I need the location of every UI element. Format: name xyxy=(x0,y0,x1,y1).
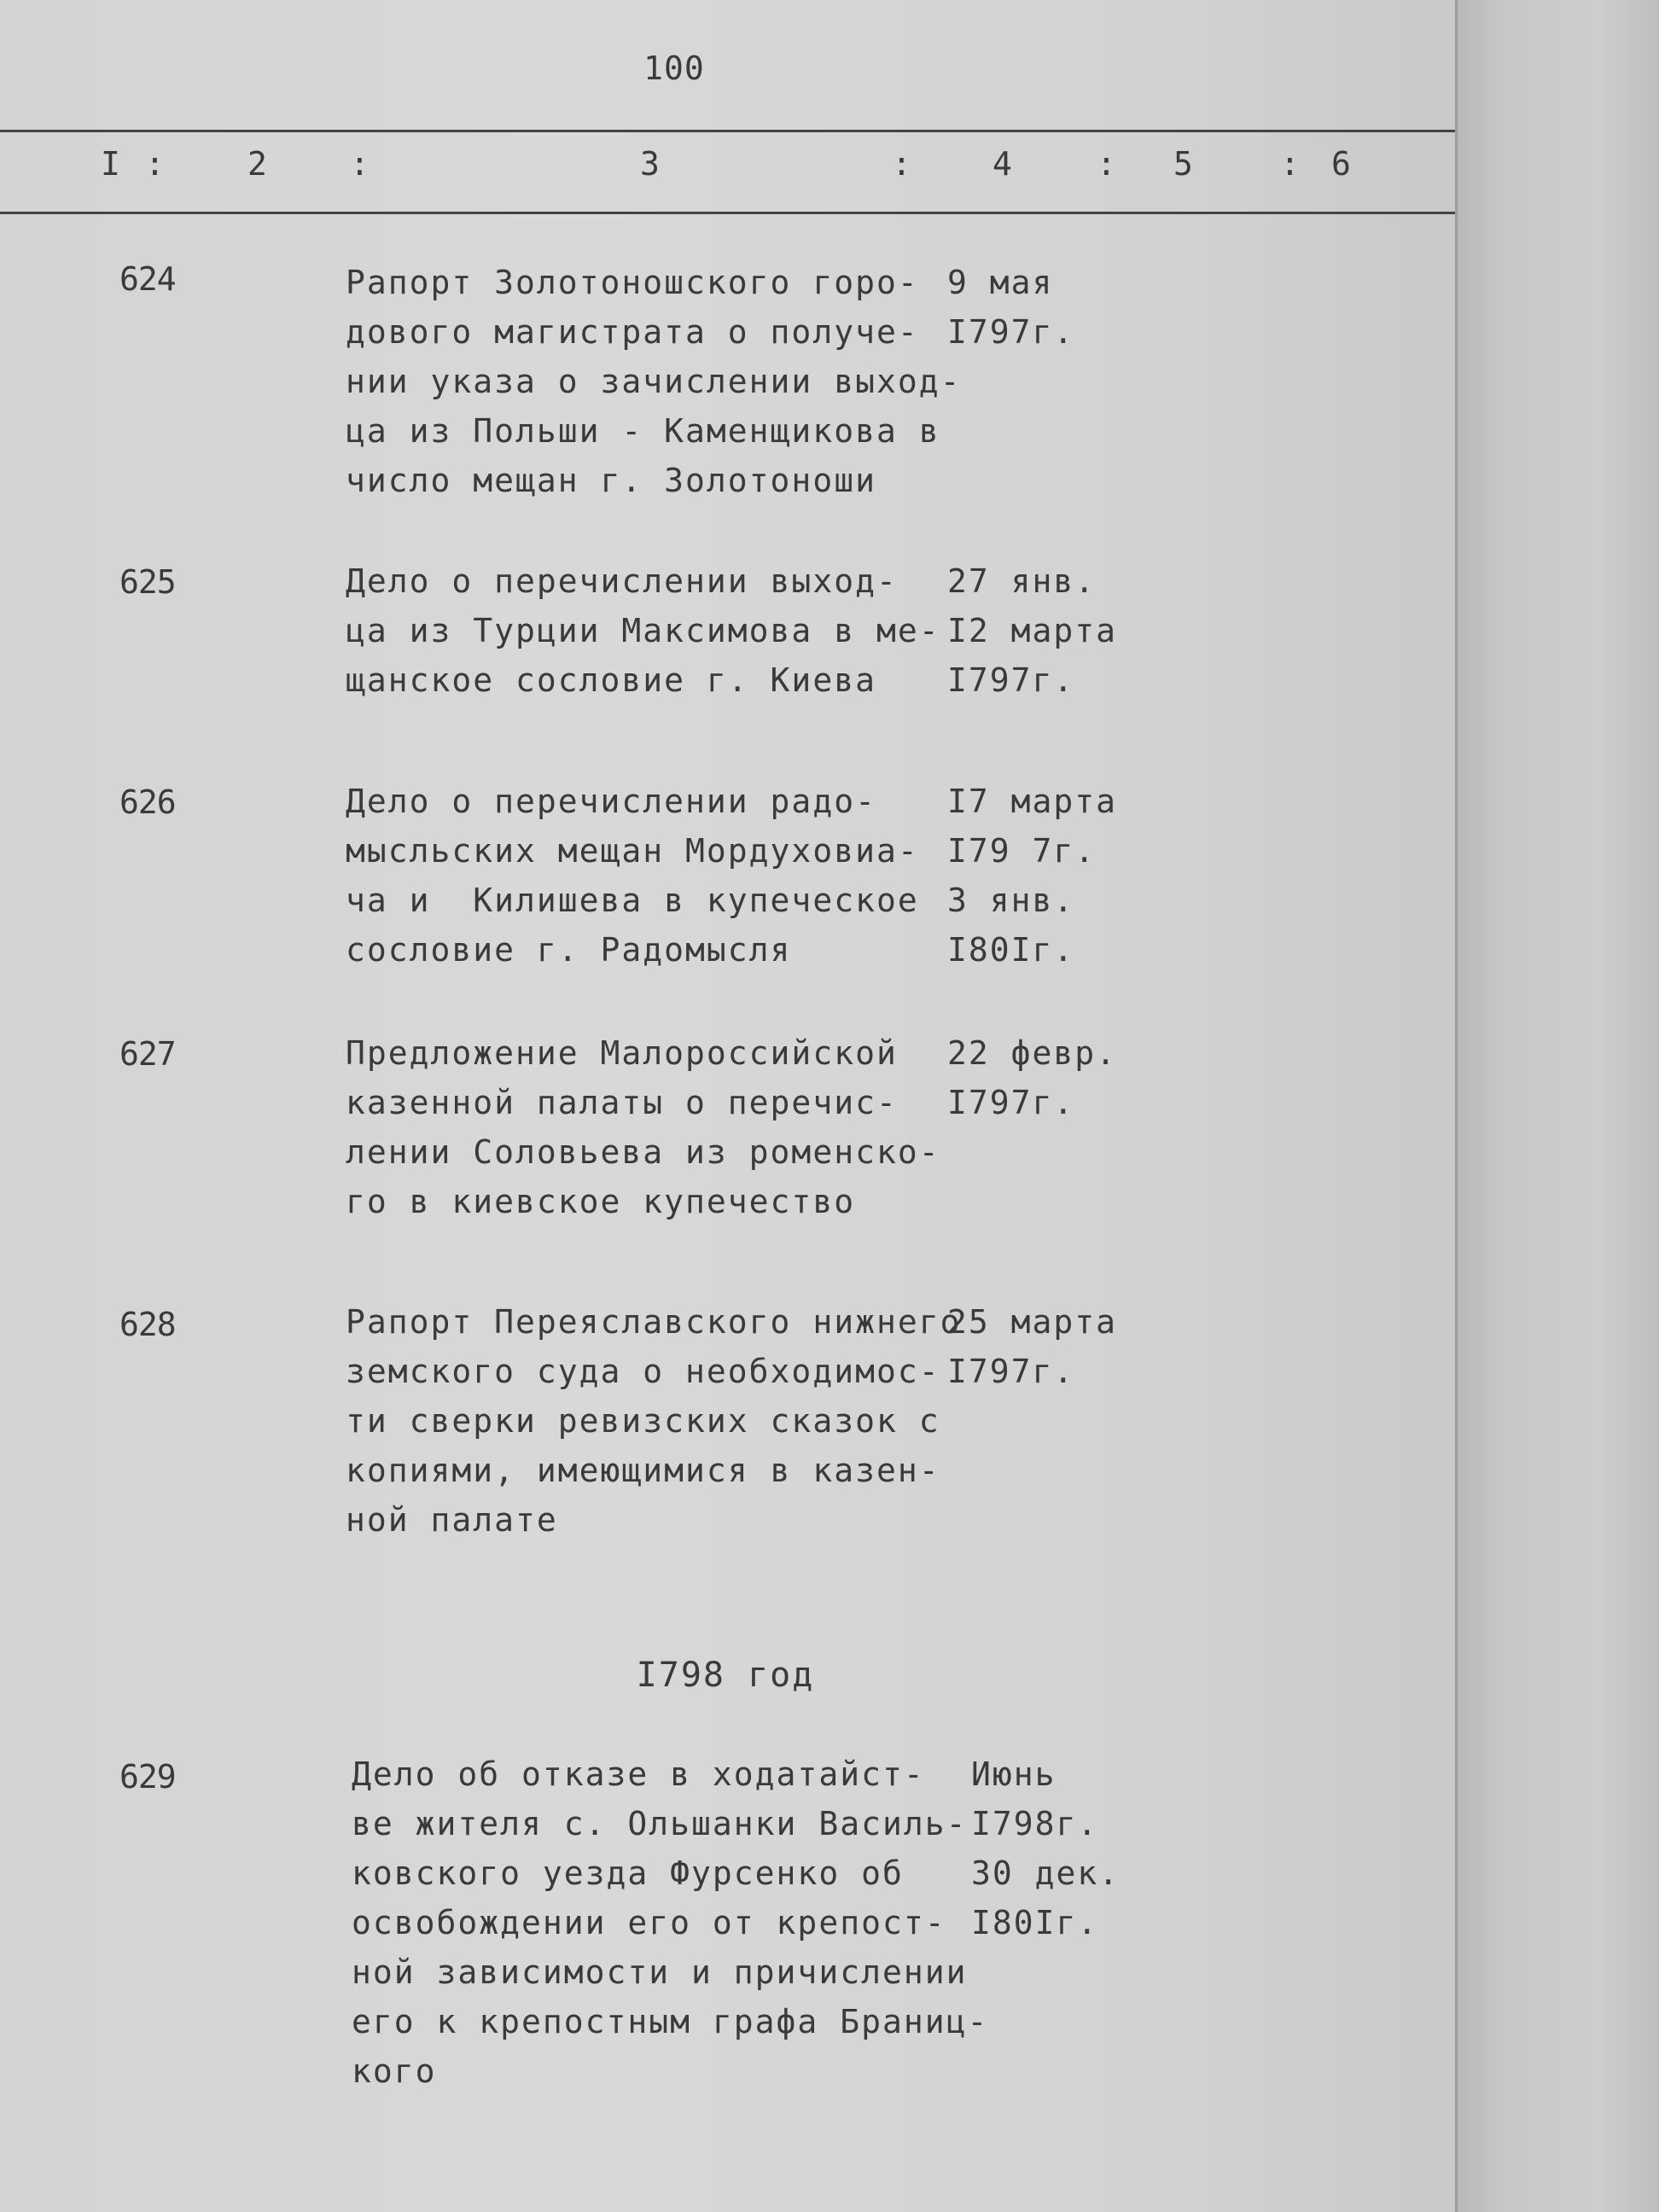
entry-date: I7 марта I79 7г. 3 янв. I80Iг. xyxy=(947,783,1118,969)
entry-description: Рапорт Переяславского нижнего земского суда о необходимос- ти сверки ревизских сказок с копиями, имеющимися в казен- ной палате xyxy=(346,1303,962,1539)
entry-description: Дело об отказе в ходатайст- ве жителя с. Ольшанки Василь- ковского уезда Фурсенко об освобождении его от крепост- ной зависимости и причислении его к крепостным графа Браниц- кого xyxy=(352,1755,989,2090)
entry-date: 9 мая I797г. xyxy=(947,264,1075,351)
column-separator: : xyxy=(892,145,911,183)
entry-number: 624 xyxy=(119,260,176,298)
section-title: I798 год xyxy=(636,1656,815,1695)
entry-number: 626 xyxy=(119,783,176,821)
entry-description: Дело о перечислении радо- мысльских мещан Мордуховиа- ча и Килишева в купеческое сословие г. Радомысля xyxy=(346,783,919,969)
page-number: 100 xyxy=(643,49,705,87)
entry-number: 625 xyxy=(119,563,176,601)
column-separator: : xyxy=(145,145,165,183)
header-top-rule xyxy=(0,130,1455,132)
entry-description: Предложение Малороссийской казенной палаты о перечис- лении Соловьева из роменско- го в киевское купечество xyxy=(346,1034,940,1220)
entry-number: 629 xyxy=(119,1758,176,1796)
entry-number: 628 xyxy=(119,1306,176,1343)
entry-date: 22 февр. I797г. xyxy=(947,1034,1118,1121)
column-separator: : xyxy=(1097,145,1116,183)
entry-date: Июнь I798г. 30 дек. I80Iг. xyxy=(971,1755,1121,1941)
entry-number: 627 xyxy=(119,1035,176,1073)
column-separator: : xyxy=(1280,145,1300,183)
column-separator: : xyxy=(350,145,370,183)
column-header-3: 3 xyxy=(640,145,660,183)
header-bottom-rule xyxy=(0,212,1455,214)
column-header-1: I xyxy=(101,145,120,183)
entry-date: 27 янв. I2 марта I797г. xyxy=(947,562,1118,699)
column-header-5: 5 xyxy=(1173,145,1193,183)
column-header-4: 4 xyxy=(992,145,1012,183)
entry-date: 25 марта I797г. xyxy=(947,1303,1118,1390)
entry-description: Дело о перечислении выход- ца из Турции Максимова в ме- щанское сословие г. Киева xyxy=(346,562,940,699)
column-header-6: 6 xyxy=(1331,145,1351,183)
column-header-row xyxy=(0,145,1455,196)
column-header-2: 2 xyxy=(247,145,267,183)
entry-description: Рапорт Золотоношского горо- дового магистрата о получе- нии указа о зачислении выход- ца из Польши - Каменщикова в число мещан г. Золотоноши xyxy=(346,264,962,499)
underlying-page-edge xyxy=(1455,0,1659,2212)
